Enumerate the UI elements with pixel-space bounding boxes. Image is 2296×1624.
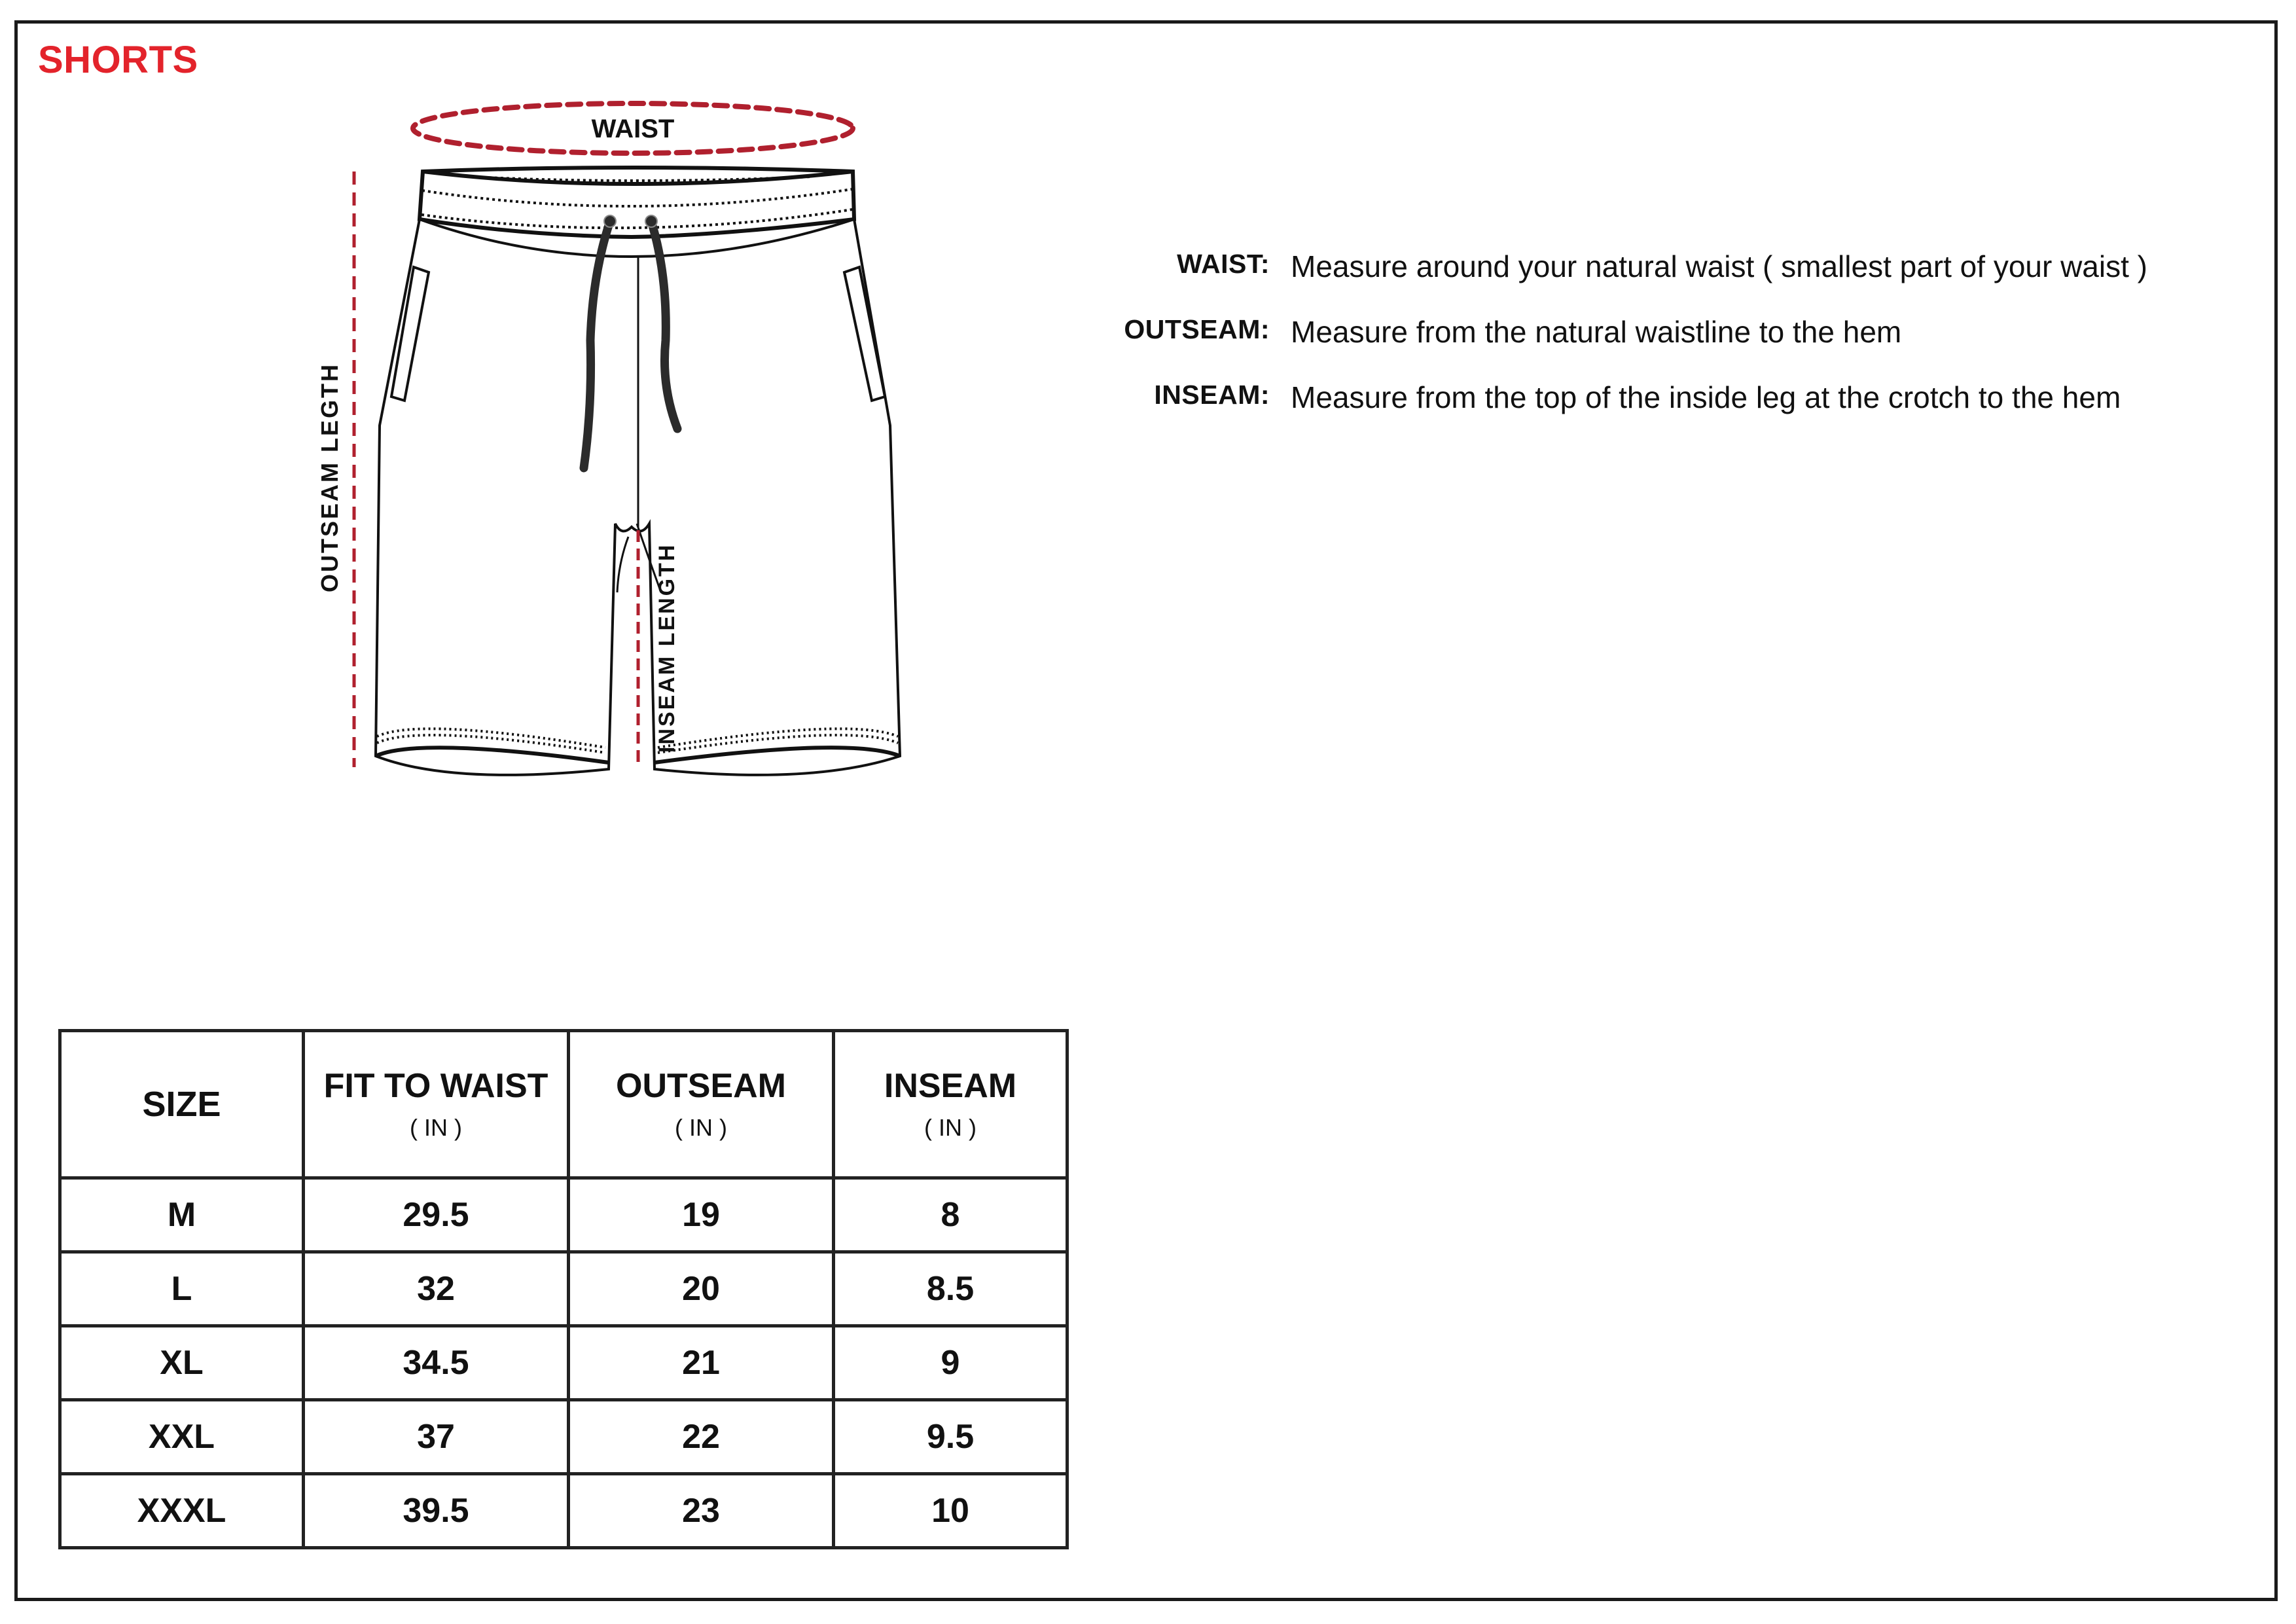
table-row <box>60 1326 1067 1400</box>
table-row <box>60 1474 1067 1548</box>
cell-waist: 39.5 <box>304 1474 569 1548</box>
cell-inseam: 8 <box>834 1178 1067 1252</box>
outseam-label: OUTSEAM LEGTH <box>316 363 343 592</box>
definition-text: Measure from the top of the inside leg at the crotch to the hem <box>1291 380 2121 414</box>
cell-outseam: 22 <box>569 1400 834 1474</box>
size-chart-table <box>58 1029 1069 1549</box>
cell-inseam: 9 <box>834 1326 1067 1400</box>
table-row <box>60 1252 1067 1326</box>
cell-outseam: 23 <box>569 1474 834 1548</box>
cell-waist: 29.5 <box>304 1178 569 1252</box>
header-inseam: INSEAM ( IN ) <box>834 1031 1067 1178</box>
definition-term: OUTSEAM: <box>1124 314 1270 344</box>
table-row <box>60 1178 1067 1252</box>
cell-size: XXL <box>60 1400 304 1474</box>
table-header-row <box>60 1031 1067 1178</box>
definition-outseam <box>1047 314 2296 353</box>
header-fit-to-waist: FIT TO WAIST ( IN ) <box>304 1031 569 1178</box>
cell-size: XXXL <box>60 1474 304 1548</box>
cell-inseam: 10 <box>834 1474 1067 1548</box>
cell-waist: 37 <box>304 1400 569 1474</box>
cell-outseam: 19 <box>569 1178 834 1252</box>
header-size: SIZE <box>60 1031 304 1178</box>
page-title: SHORTS <box>38 39 198 81</box>
cell-size: M <box>60 1178 304 1252</box>
cell-outseam: 20 <box>569 1252 834 1326</box>
cell-waist: 32 <box>304 1252 569 1326</box>
cell-inseam: 9.5 <box>834 1400 1067 1474</box>
cell-size: L <box>60 1252 304 1326</box>
definition-text: Measure from the natural waistline to the hem <box>1291 315 1902 349</box>
definition-waist <box>1047 249 2296 288</box>
table-row <box>60 1400 1067 1474</box>
waist-label: WAIST <box>591 115 675 143</box>
cell-waist: 34.5 <box>304 1326 569 1400</box>
cell-inseam: 8.5 <box>834 1252 1067 1326</box>
definition-text: Measure around your natural waist ( smallest part of your waist ) <box>1291 249 2147 283</box>
definition-term: INSEAM: <box>1154 380 1270 410</box>
definition-term: WAIST: <box>1177 249 1270 279</box>
inseam-label: INSEAM LENGTH <box>655 543 679 753</box>
cell-size: XL <box>60 1326 304 1400</box>
definition-inseam <box>1047 380 2296 419</box>
header-outseam: OUTSEAM ( IN ) <box>569 1031 834 1178</box>
cell-outseam: 21 <box>569 1326 834 1400</box>
